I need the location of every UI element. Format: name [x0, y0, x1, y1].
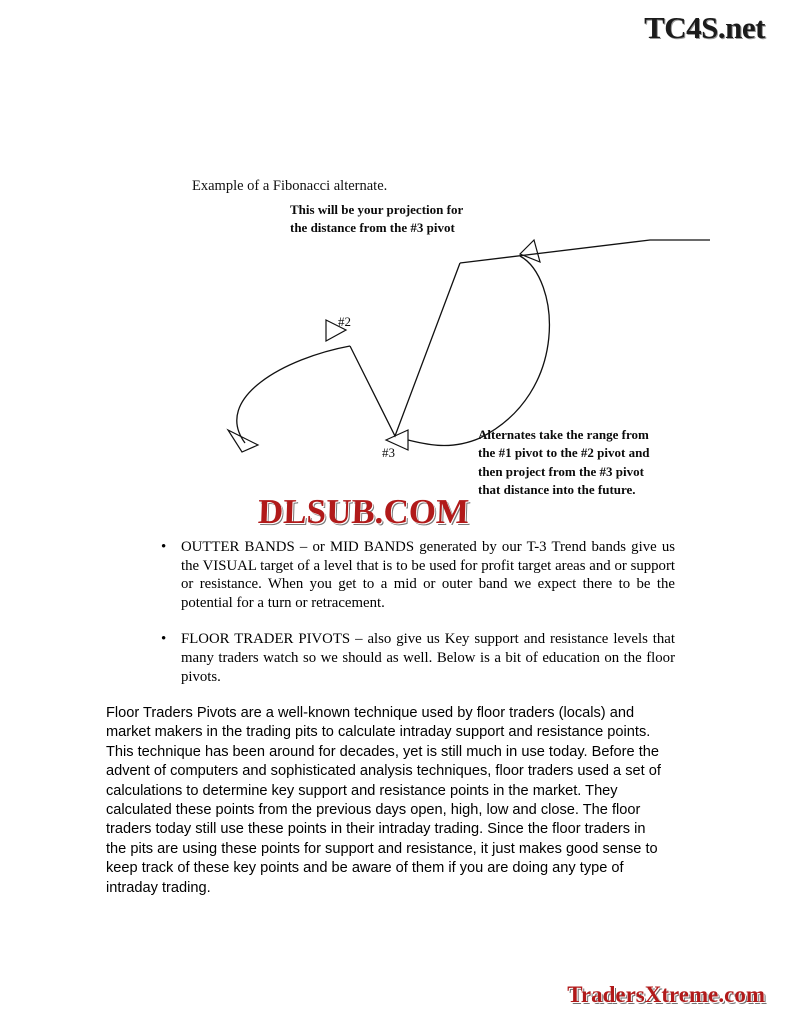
arrowhead-projection [520, 240, 540, 262]
zigzag-path [350, 263, 460, 436]
list-item [155, 538, 675, 612]
bullet-list [155, 538, 675, 704]
pivot-label-2: #2 [338, 314, 351, 329]
figure-drawing [150, 168, 710, 528]
figure-note-right: Alternates take the range from the #1 pivot to the #2 pivot and then project from the #3 pivot that distance into the future. [478, 427, 650, 498]
bullet-text: FLOOR TRADER PIVOTS – also give us Key support and resistance levels that many traders watch so we should as well. Below is a bit of education on the floor pivots. [181, 631, 675, 685]
left-curve [237, 346, 350, 443]
list-item [155, 630, 675, 686]
header-brand-watermark: TC4S.net [644, 10, 765, 45]
arrowhead-pivot-3 [386, 430, 408, 450]
figure-note-top-line2: the distance from the #3 pivot [290, 220, 455, 236]
bullet-marker-icon: • [161, 631, 167, 648]
figure-note-top-line1: This will be your projection for [290, 202, 464, 217]
bullet-marker-icon: • [161, 539, 167, 555]
center-watermark: DLSUB.COM [257, 492, 470, 531]
footer-brand-watermark: TradersXtreme.com [567, 982, 765, 1007]
pivot-label-3: #3 [382, 445, 395, 460]
bullet-text: OUTTER BANDS – or MID BANDS generated by our T-3 Trend bands give us the VISUAL target of a level that is to be used for profit target areas and or support or resistance. When you get to a mid or outer band we expect there to be the potential for a turn or retracement. [181, 539, 675, 611]
arrowhead-pivot-2 [326, 320, 346, 341]
projection-line [460, 240, 710, 263]
right-curve [408, 256, 549, 446]
fibonacci-alternate-figure [150, 168, 710, 528]
body-paragraph: Floor Traders Pivots are a well-known technique used by floor traders (locals) and market makers in the trading pits to calculate intraday support and resistance points. This technique has been around for decades, yet is still much in use today. Before the advent of computers and sophisticated analysis techniques, floor traders used a set of calculations to determine key support and resistance points in the market. They calculated these points from the previous days open, high, low and close. The floor traders today still use these points in their intraday trading. Since the floor traders in the pits are using these points for support and resistance, it just makes good sense to keep track of these key points and be aware of them if you are doing any type of intraday trading. [106, 705, 661, 896]
figure-caption: Example of a Fibonacci alternate. [192, 178, 388, 194]
